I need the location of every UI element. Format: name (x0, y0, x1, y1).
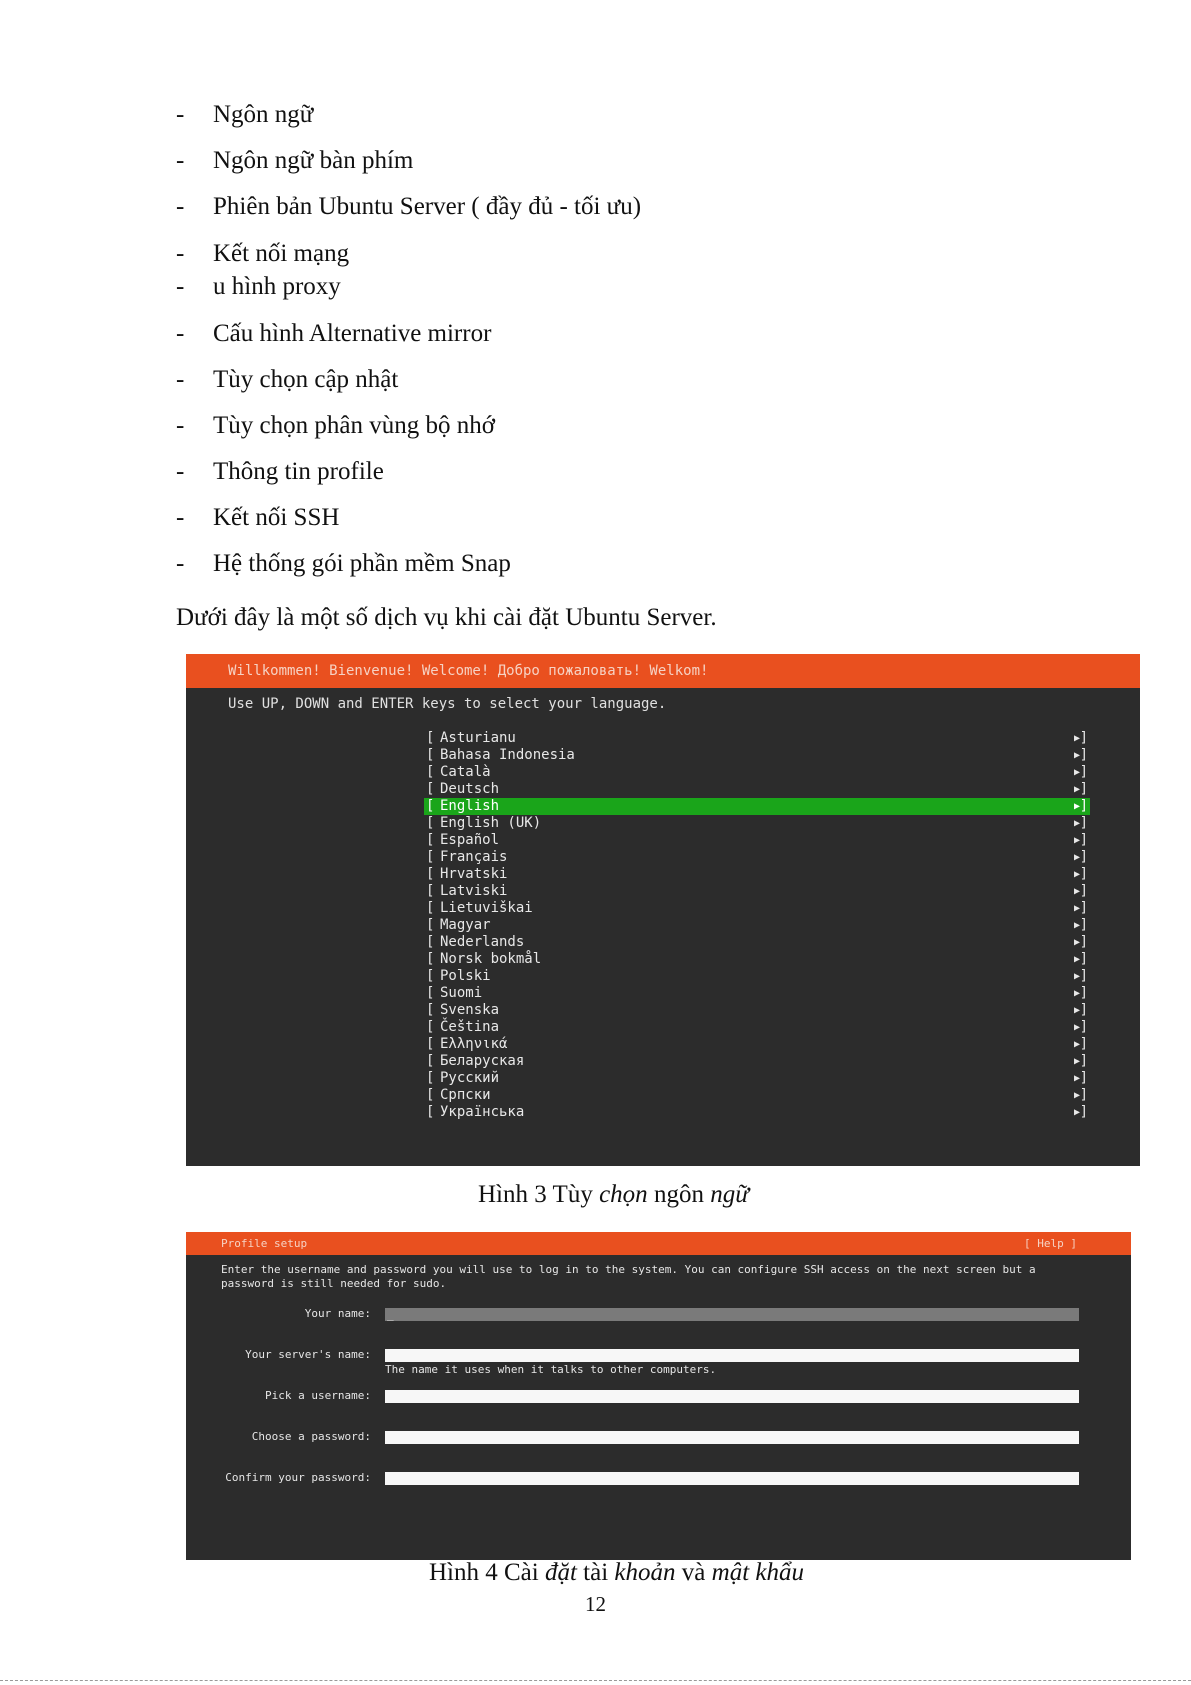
caption-italic: mật khẩu (711, 1559, 804, 1586)
language-name: Ελληνικά (440, 1036, 508, 1052)
language-option[interactable] (424, 866, 1090, 883)
bullet-dash: - (176, 320, 185, 347)
right-bracket: ] (1079, 815, 1088, 831)
your-name-label: Your name: (304, 1307, 371, 1320)
caption-text: tài (576, 1559, 615, 1586)
right-bracket: ] (1079, 1104, 1088, 1120)
password-input[interactable] (385, 1431, 1079, 1444)
language-option[interactable] (424, 815, 1090, 832)
arrow-right-icon: ▶ (1073, 1022, 1080, 1033)
language-option[interactable] (424, 849, 1090, 866)
language-name: Français (440, 849, 508, 865)
profile-setup-title: Profile setup (221, 1237, 308, 1250)
language-option[interactable] (424, 781, 1090, 798)
language-option[interactable] (424, 985, 1090, 1002)
arrow-right-icon: ▶ (1073, 954, 1080, 965)
right-bracket: ] (1079, 730, 1088, 746)
language-name: Deutsch (440, 781, 500, 797)
language-option[interactable] (424, 968, 1090, 985)
language-name: Asturianu (440, 730, 516, 746)
left-bracket: [ (426, 815, 435, 831)
language-name: Español (440, 832, 500, 848)
language-name: Svenska (440, 1002, 500, 1018)
arrow-right-icon: ▶ (1073, 1039, 1080, 1050)
left-bracket: [ (426, 1087, 435, 1103)
language-name: Русский (440, 1070, 500, 1086)
language-instruction: Use UP, DOWN and ENTER keys to select your language. (228, 696, 667, 712)
bullet-dash: - (176, 193, 185, 220)
intro-paragraph: Dưới đây là một số dịch vụ khi cài đặt Ubuntu Server. (176, 604, 717, 631)
arrow-right-icon: ▶ (1073, 1107, 1080, 1118)
language-option[interactable] (424, 764, 1090, 781)
bullet-dash: - (176, 550, 185, 577)
arrow-right-icon: ▶ (1073, 971, 1080, 982)
welcome-header: Willkommen! Bienvenue! Welcome! Добро пожаловать! Welkom! (186, 654, 1140, 688)
left-bracket: [ (426, 764, 435, 780)
arrow-right-icon: ▶ (1073, 801, 1080, 812)
language-option[interactable] (424, 934, 1090, 951)
left-bracket: [ (426, 1019, 435, 1035)
language-option[interactable] (424, 1070, 1090, 1087)
bullet-dash: - (176, 458, 185, 485)
figure-3-caption (478, 1180, 749, 1210)
language-name: Suomi (440, 985, 483, 1001)
caption-text: Hình 4 Cài (429, 1559, 545, 1586)
caption-text: và (675, 1559, 712, 1586)
arrow-right-icon: ▶ (1073, 784, 1080, 795)
right-bracket: ] (1079, 934, 1088, 950)
your-name-input[interactable] (385, 1308, 1079, 1321)
right-bracket: ] (1079, 764, 1088, 780)
bullet-dash: - (176, 101, 185, 128)
bullet-text: Ngôn ngữ bàn phím (213, 147, 414, 174)
right-bracket: ] (1079, 883, 1088, 899)
bullet-dash: - (176, 366, 185, 393)
arrow-right-icon: ▶ (1073, 903, 1080, 914)
language-name: Polski (440, 968, 491, 984)
bullet-text: Ngôn ngữ (213, 101, 314, 128)
server-name-hint: The name it uses when it talks to other computers. (385, 1363, 717, 1376)
right-bracket: ] (1079, 1002, 1088, 1018)
figure-4-caption (429, 1558, 804, 1588)
language-option[interactable] (424, 1104, 1090, 1121)
language-name: Magyar (440, 917, 491, 933)
bullet-dash: - (176, 240, 185, 267)
left-bracket: [ (426, 900, 435, 916)
language-option[interactable] (424, 747, 1090, 764)
language-option[interactable] (424, 900, 1090, 917)
language-name: Українська (440, 1104, 525, 1120)
arrow-right-icon: ▶ (1073, 937, 1080, 948)
left-bracket: [ (426, 1053, 435, 1069)
left-bracket: [ (426, 934, 435, 950)
left-bracket: [ (426, 1070, 435, 1086)
help-button[interactable]: [ Help ] (1024, 1237, 1077, 1250)
profile-setup-screenshot (186, 1232, 1131, 1560)
bullet-text: Thông tin profile (213, 458, 384, 485)
left-bracket: [ (426, 832, 435, 848)
language-name: Norsk bokmål (440, 951, 542, 967)
bullet-text: Kết nối mạng (213, 240, 350, 267)
arrow-right-icon: ▶ (1073, 920, 1080, 931)
language-name: Bahasa Indonesia (440, 747, 575, 763)
profile-description: Enter the username and password you will use to log in to the system. You can configure SSH access on the next screen but a password is still needed for sudo. (221, 1263, 1036, 1290)
language-name: Беларуская (440, 1053, 525, 1069)
bullet-text: u hình proxy (213, 273, 341, 300)
left-bracket: [ (426, 730, 435, 746)
left-bracket: [ (426, 747, 435, 763)
arrow-right-icon: ▶ (1073, 1005, 1080, 1016)
right-bracket: ] (1079, 1087, 1088, 1103)
language-name: Nederlands (440, 934, 525, 950)
bullet-dash: - (176, 273, 185, 300)
left-bracket: [ (426, 866, 435, 882)
language-name: Latviski (440, 883, 508, 899)
language-name: English (UK) (440, 815, 542, 831)
left-bracket: [ (426, 1002, 435, 1018)
arrow-right-icon: ▶ (1073, 767, 1080, 778)
right-bracket: ] (1079, 1036, 1088, 1052)
right-bracket: ] (1079, 832, 1088, 848)
left-bracket: [ (426, 883, 435, 899)
username-input[interactable] (385, 1390, 1079, 1403)
right-bracket: ] (1079, 798, 1088, 814)
right-bracket: ] (1079, 900, 1088, 916)
right-bracket: ] (1079, 917, 1088, 933)
language-option[interactable] (424, 730, 1090, 747)
page-bottom-divider (0, 1680, 1191, 1681)
server-name-label: Your server's name: (245, 1348, 371, 1361)
server-name-input[interactable] (385, 1349, 1079, 1362)
language-name: Српски (440, 1087, 491, 1103)
language-option[interactable] (424, 883, 1090, 900)
language-name: Čeština (440, 1019, 500, 1035)
page-number: 12 (585, 1592, 606, 1616)
bullet-text: Tùy chọn phân vùng bộ nhớ (213, 412, 495, 439)
bullet-text: Hệ thống gói phần mềm Snap (213, 550, 511, 577)
caption-text: ngôn (647, 1181, 711, 1208)
language-option[interactable] (424, 951, 1090, 968)
arrow-right-icon: ▶ (1073, 750, 1080, 761)
language-name: English (440, 798, 500, 814)
language-name: Català (440, 764, 491, 780)
right-bracket: ] (1079, 1053, 1088, 1069)
right-bracket: ] (1079, 781, 1088, 797)
bullet-dash: - (176, 504, 185, 531)
left-bracket: [ (426, 1036, 435, 1052)
left-bracket: [ (426, 917, 435, 933)
left-bracket: [ (426, 798, 435, 814)
arrow-right-icon: ▶ (1073, 852, 1080, 863)
caption-italic: khoản (614, 1559, 676, 1586)
arrow-right-icon: ▶ (1073, 886, 1080, 897)
language-name: Hrvatski (440, 866, 508, 882)
left-bracket: [ (426, 968, 435, 984)
profile-setup-header (186, 1232, 1131, 1255)
language-option[interactable] (424, 1036, 1090, 1053)
text-cursor: _ (387, 1308, 394, 1321)
caption-italic: ngữ (710, 1181, 749, 1208)
username-label: Pick a username: (265, 1389, 371, 1402)
right-bracket: ] (1079, 849, 1088, 865)
arrow-right-icon: ▶ (1073, 988, 1080, 999)
language-option[interactable] (424, 832, 1090, 849)
language-option[interactable] (424, 798, 1090, 815)
language-option[interactable] (424, 917, 1090, 934)
confirm-password-input[interactable] (385, 1472, 1079, 1485)
right-bracket: ] (1079, 1070, 1088, 1086)
arrow-right-icon: ▶ (1073, 869, 1080, 880)
right-bracket: ] (1079, 1019, 1088, 1035)
bullet-text: Cấu hình Alternative mirror (213, 320, 492, 347)
password-label: Choose a password: (251, 1430, 371, 1443)
arrow-right-icon: ▶ (1073, 1056, 1080, 1067)
arrow-right-icon: ▶ (1073, 1073, 1080, 1084)
bullet-text: Phiên bản Ubuntu Server ( đầy đủ - tối ưu) (213, 193, 642, 220)
arrow-right-icon: ▶ (1073, 835, 1080, 846)
caption-text: Hình 3 Tùy (478, 1181, 600, 1208)
arrow-right-icon: ▶ (1073, 1090, 1080, 1101)
right-bracket: ] (1079, 985, 1088, 1001)
right-bracket: ] (1079, 747, 1088, 763)
confirm-password-label: Confirm your password: (225, 1471, 371, 1484)
bullet-text: Tùy chọn cập nhật (213, 366, 399, 393)
left-bracket: [ (426, 1104, 435, 1120)
left-bracket: [ (426, 781, 435, 797)
language-selection-screenshot (186, 654, 1140, 1166)
language-option[interactable] (424, 1087, 1090, 1104)
right-bracket: ] (1079, 968, 1088, 984)
left-bracket: [ (426, 985, 435, 1001)
bullet-dash: - (176, 147, 185, 174)
right-bracket: ] (1079, 866, 1088, 882)
arrow-right-icon: ▶ (1073, 733, 1080, 744)
language-option[interactable] (424, 1019, 1090, 1036)
right-bracket: ] (1079, 951, 1088, 967)
bullet-text: Kết nối SSH (213, 504, 340, 531)
language-option[interactable] (424, 1002, 1090, 1019)
language-name: Lietuviškai (440, 900, 533, 916)
caption-italic: chọn (599, 1181, 648, 1208)
language-option[interactable] (424, 1053, 1090, 1070)
arrow-right-icon: ▶ (1073, 818, 1080, 829)
bullet-dash: - (176, 412, 185, 439)
left-bracket: [ (426, 849, 435, 865)
caption-italic: đặt (544, 1559, 577, 1586)
left-bracket: [ (426, 951, 435, 967)
